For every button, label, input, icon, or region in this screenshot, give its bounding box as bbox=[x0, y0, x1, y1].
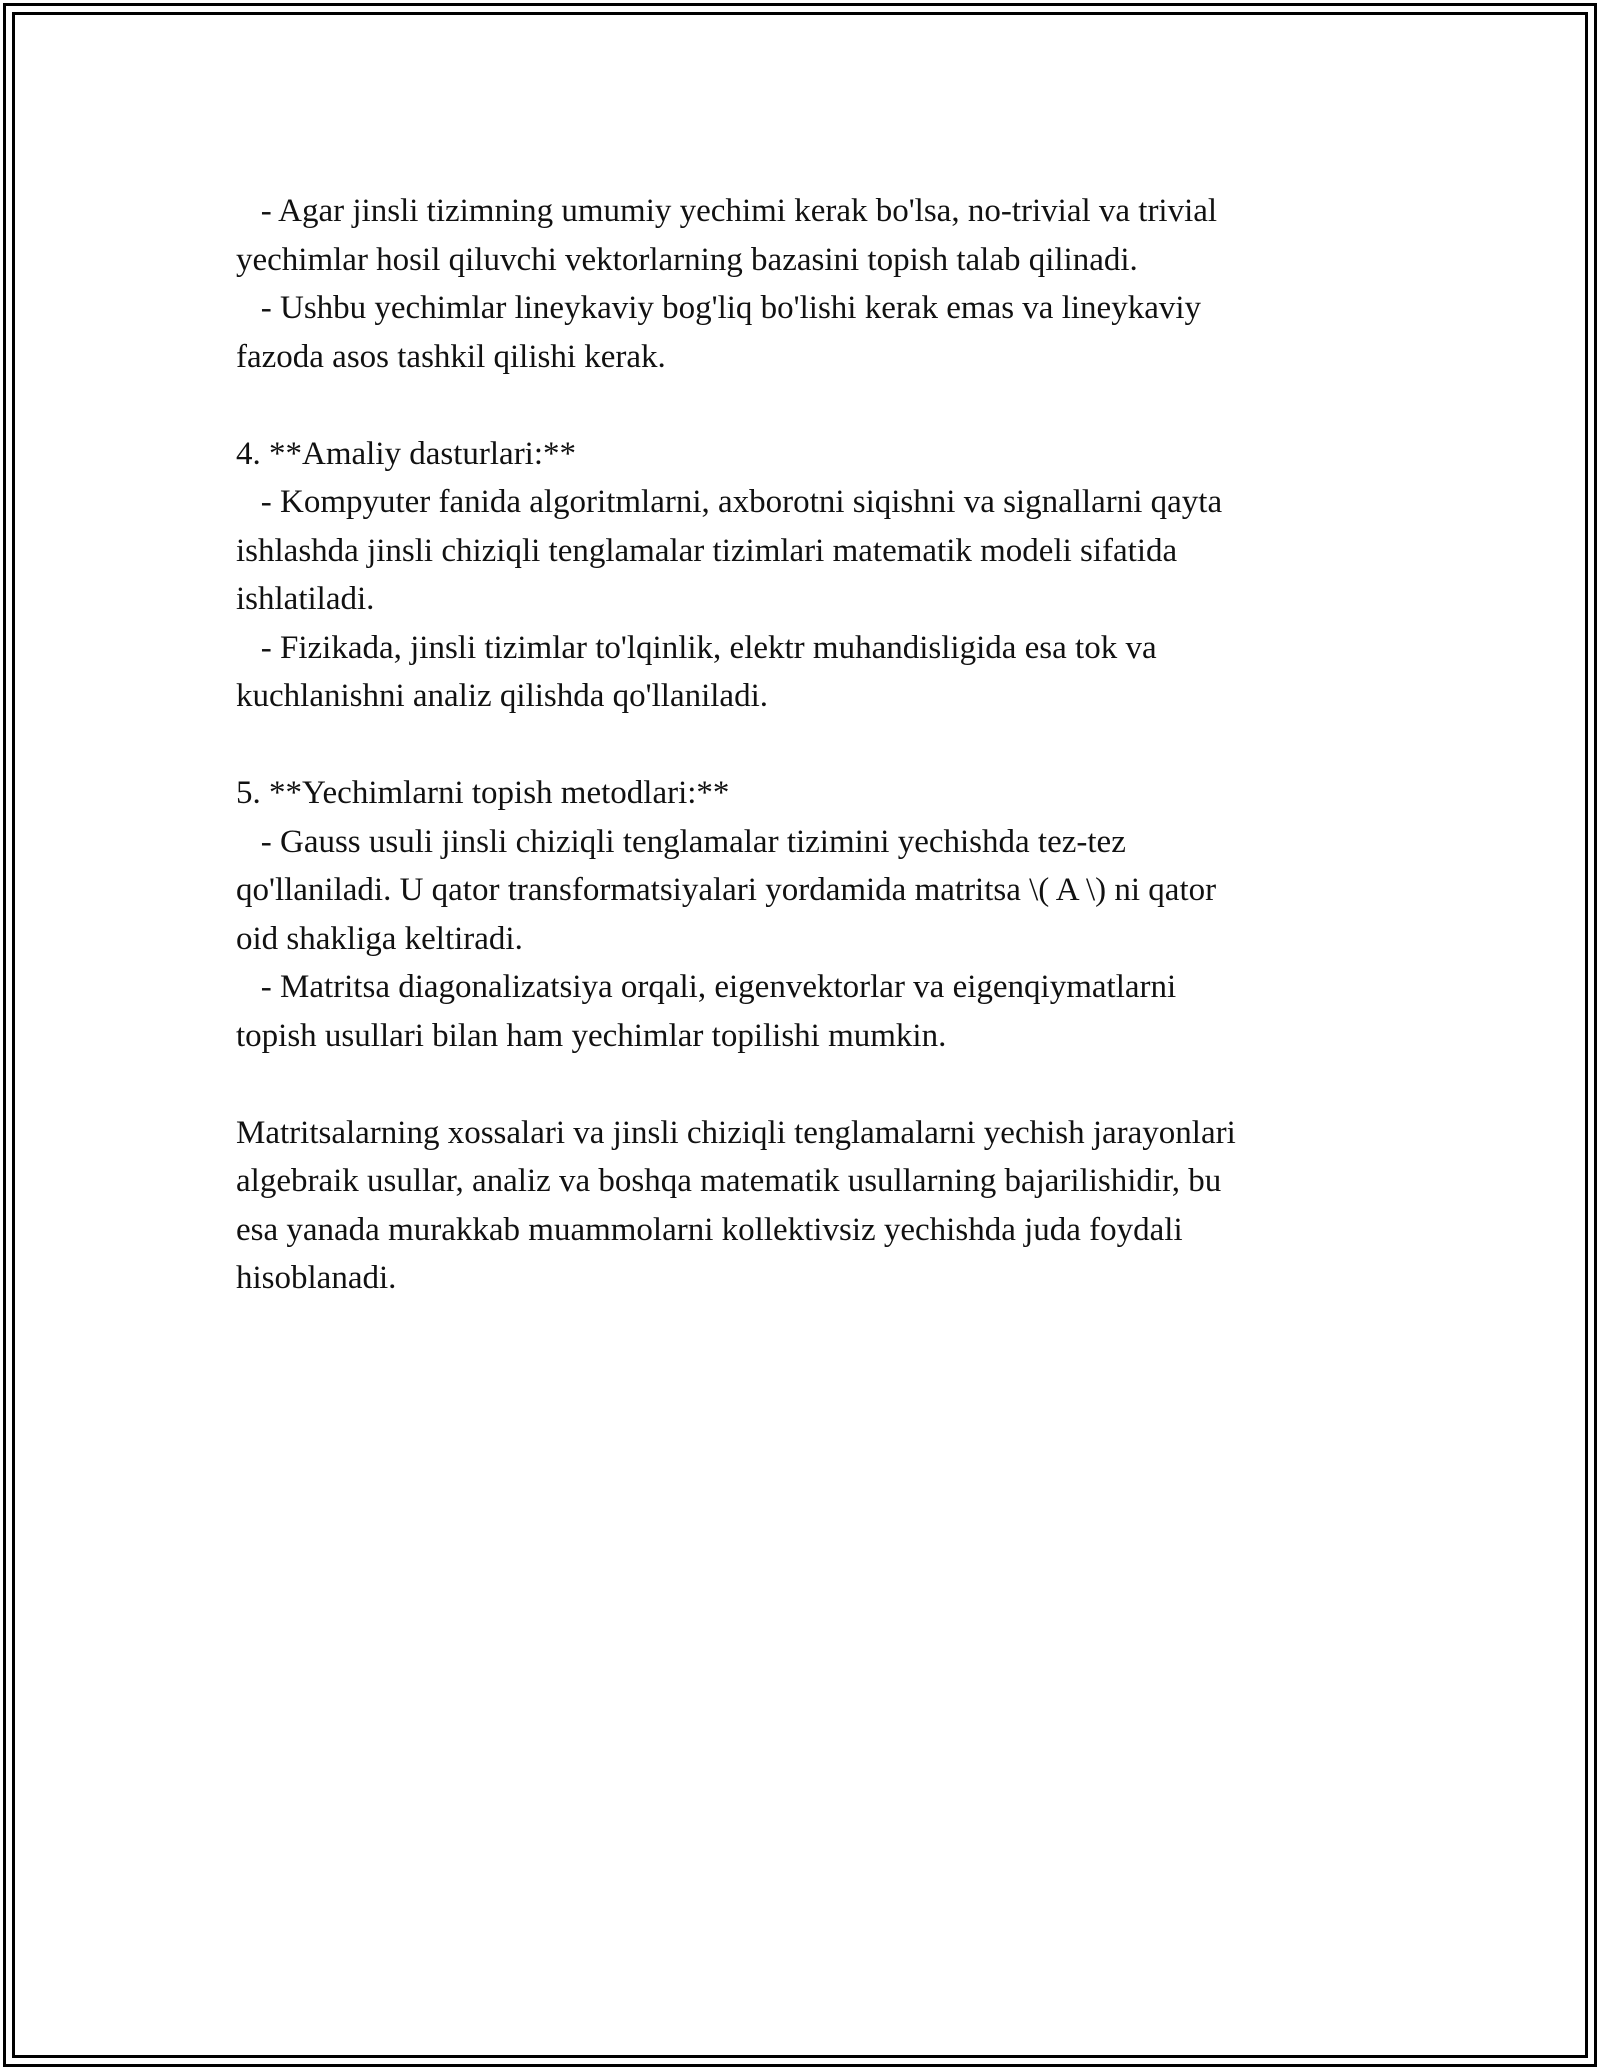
blank-line bbox=[236, 1060, 1366, 1109]
section-heading: 5. **Yechimlarni topish metodlari:** bbox=[236, 775, 730, 811]
text-line: yechimlar hosil qiluvchi vektorlarning bazasini topish talab qilinadi. bbox=[236, 241, 1138, 278]
blank-line bbox=[236, 381, 1366, 430]
text-line: Matritsalarning xossalari va jinsli chiziqli tenglamalarni yechish jarayonlari bbox=[236, 1114, 1236, 1151]
text-line: - Kompyuter fanida algoritmlarni, axborotni siqishni va signallarni qayta bbox=[236, 484, 1223, 520]
text-line: fazoda asos tashkil qilishi kerak. bbox=[236, 338, 666, 375]
text-line: ishlatiladi. bbox=[236, 581, 375, 617]
text-line: esa yanada murakkab muammolarni kollektivsiz yechishda juda foydali bbox=[236, 1211, 1183, 1248]
section-heading: 4. **Amaliy dasturlari:** bbox=[236, 435, 577, 472]
text-line: - Gauss usuli jinsli chiziqli tenglamalar tizimini yechishda tez-tez bbox=[236, 823, 1126, 860]
document-body bbox=[236, 187, 1366, 1303]
text-line: - Fizikada, jinsli tizimlar to'lqinlik, elektr muhandisligida esa tok va bbox=[236, 629, 1157, 666]
text-line: topish usullari bilan ham yechimlar topilishi mumkin. bbox=[236, 1017, 947, 1054]
text-line: - Matritsa diagonalizatsiya orqali, eigenvektorlar va eigenqiymatlarni bbox=[236, 969, 1177, 1005]
text-line: hisoblanadi. bbox=[236, 1260, 397, 1296]
text-line: kuchlanishni analiz qilishda qo'llaniladi. bbox=[236, 678, 768, 714]
blank-line bbox=[236, 721, 1366, 770]
text-line: algebraik usullar, analiz va boshqa matematik usullarning bajarilishidir, bu bbox=[236, 1163, 1222, 1199]
text-line: qo'llaniladi. U qator transformatsiyalari yordamida matritsa \( A \) ni qator bbox=[236, 872, 1217, 908]
text-line: - Agar jinsli tizimning umumiy yechimi kerak bo'lsa, no-trivial va trivial bbox=[236, 193, 1218, 229]
text-line: oid shakliga keltiradi. bbox=[236, 920, 523, 957]
text-line: - Ushbu yechimlar lineykaviy bog'liq bo'lishi kerak emas va lineykaviy bbox=[236, 290, 1202, 326]
text-line: ishlashda jinsli chiziqli tenglamalar tizimlari matematik modeli sifatida bbox=[236, 532, 1178, 569]
